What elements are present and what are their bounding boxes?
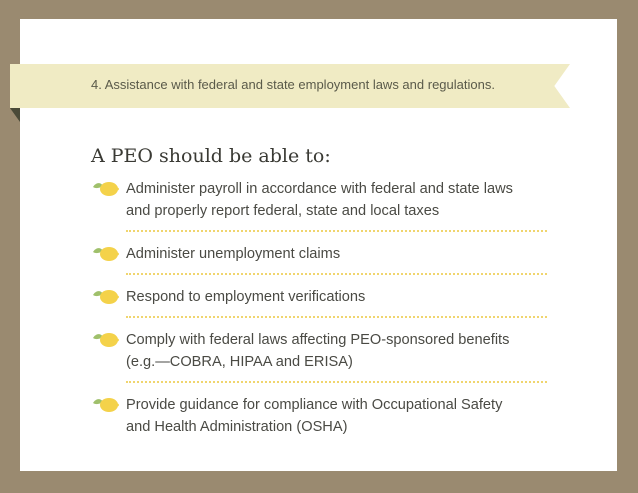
page-heading: A PEO should be able to:	[91, 145, 331, 167]
list-item	[91, 394, 547, 438]
dotted-separator	[126, 230, 547, 232]
lemon-icon	[91, 178, 121, 198]
list-item-line: (e.g.—COBRA, HIPAA and ERISA)	[126, 354, 353, 370]
list-item-line: Administer unemployment claims	[126, 246, 341, 262]
list-item-line: and properly report federal, state and local taxes	[126, 203, 440, 219]
dotted-separator	[126, 316, 547, 318]
list-item	[91, 286, 547, 308]
dotted-separator	[126, 273, 547, 275]
dotted-separator	[126, 381, 547, 383]
list-item	[91, 329, 547, 373]
list-item	[91, 243, 547, 265]
lemon-icon	[91, 394, 121, 414]
lemon-icon	[91, 243, 121, 263]
lemon-icon	[91, 286, 121, 306]
ribbon-fold	[10, 108, 20, 122]
list-item-line: Provide guidance for compliance with Occupational Safety	[126, 397, 503, 413]
list-item-line: Administer payroll in accordance with federal and state laws	[126, 181, 513, 197]
section-title: 4. Assistance with federal and state employment laws and regulations.	[91, 77, 495, 92]
list-item	[91, 178, 547, 222]
list-item-line: and Health Administration (OSHA)	[126, 419, 348, 435]
list-item-line: Respond to employment verifications	[126, 289, 366, 305]
list-item-line: Comply with federal laws affecting PEO-sponsored benefits	[126, 332, 510, 348]
lemon-icon	[91, 329, 121, 349]
responsibility-list	[91, 178, 547, 438]
